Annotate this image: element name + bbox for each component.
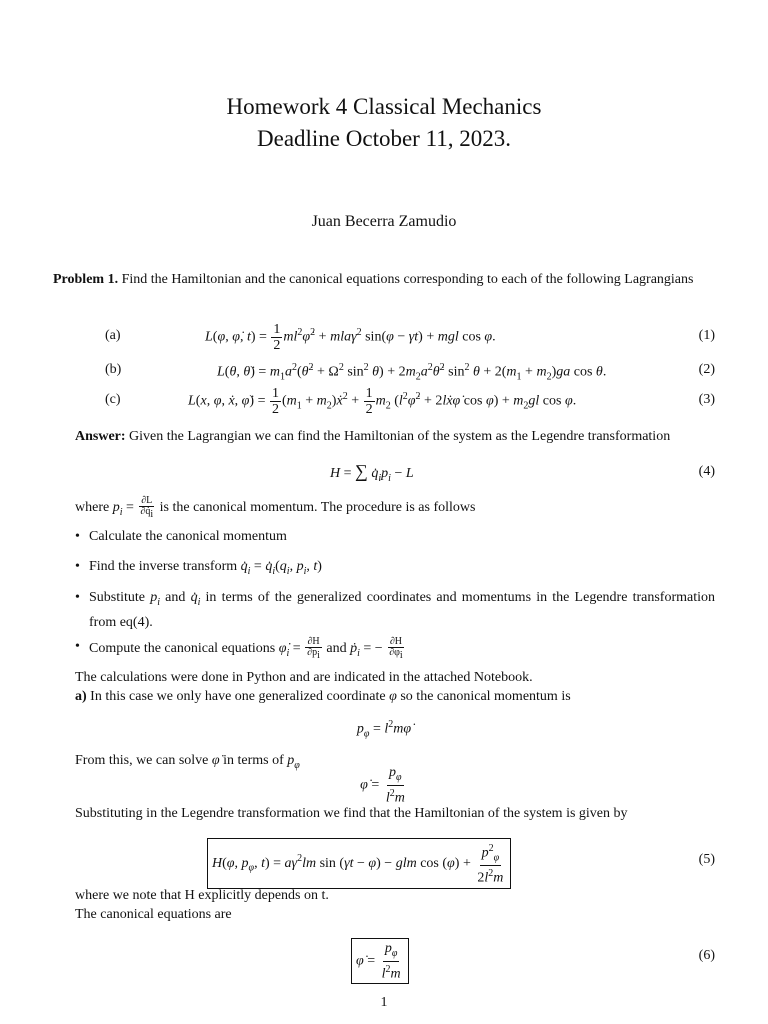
bullet-text: Find the inverse transform $q̇_i$ = $q̇_i(q_i$, $p_i$, t) xyxy=(89,559,322,577)
equation-number: (2) xyxy=(698,362,715,377)
problem-text: Find the Hamiltonian and the canonical equations corresponding to each of the following Lagrangians xyxy=(121,272,694,287)
equation-label: (b) xyxy=(105,362,122,377)
equation-body: H(φ, $p_\varphi$, $t) = a\gamma^2lm$ sin (γt − φ) − glm cos (φ) + $\frac{p^2_\varphi}{2l^2m}$ xyxy=(207,838,511,889)
problem-statement xyxy=(53,270,715,290)
equation-label: (a) xyxy=(105,328,121,343)
substitution-text: Substituting in the Legendre transformation we find that the Hamiltonian of the system is given by xyxy=(75,806,628,821)
t-dependence-note: where we note that H explicitly depends on t. xyxy=(75,888,329,903)
calc-note: The calculations were done in Python and are indicated in the attached Notebook. xyxy=(75,670,533,685)
bullet-icon: • xyxy=(75,590,80,605)
momentum-equation: $p_\varphi$ = $l^2m\varphi̇$ xyxy=(356,719,412,740)
inverse-equation: φ̇ = $\frac{p_\varphi}{l^2m}$ xyxy=(360,765,405,806)
title-line-2: Deadline October 11, 2023. xyxy=(257,126,511,151)
equation-5 xyxy=(0,838,768,887)
equation-number: (5) xyxy=(698,852,715,867)
canonical-text: The canonical equations are xyxy=(75,907,232,922)
equation-1 xyxy=(0,322,768,352)
momentum-definition: where $p_i$ = $\frac{\partial L}{\partial q̇_i}$ is the canonical momentum. The procedure is as follows xyxy=(75,495,476,520)
part-a-text: a) In this case we only have one generalized coordinate φ so the canonical momentum is xyxy=(75,689,571,704)
page-number: 1 xyxy=(380,995,388,1010)
where-text: is the canonical momentum. The procedure is as follows xyxy=(159,500,476,516)
answer-label: Answer: xyxy=(75,429,126,444)
equation-number: (1) xyxy=(698,328,715,343)
equation-label: (c) xyxy=(105,392,121,407)
answer-intro-text: Given the Lagrangian we can find the Hamiltonian of the system as the Legendre transformation xyxy=(129,429,671,444)
bullet-icon: • xyxy=(75,529,80,544)
bullet-text: Substitute $p_i$ and $q̇_i$ in terms of the generalized coordinates and momentums in the Legendre transformation from eq(4). xyxy=(89,590,716,630)
equation-body: φ̇ = $\frac{p_\varphi}{l^2m}$ xyxy=(351,938,409,984)
solve-text: From this, we can solve φ̇ in terms of $p_\varphi$ xyxy=(75,753,300,771)
part-a-label: a) xyxy=(75,689,87,704)
equation-3 xyxy=(0,386,768,416)
bullet-icon: • xyxy=(75,639,80,654)
equation-number: (4) xyxy=(698,464,715,479)
equation-body: L(x, φ, ẋ, φ̇) = $\frac{1}{2}$ ($m_1$ + $m_2)ẋ^2$ + $\frac{1}{2}$ $m_2$ ($l^2\varphi̇^2$ + 2lẋφ̇ $\cos \varphi) + m_2gl$ cos φ. xyxy=(188,386,577,417)
equation-body: L(θ, θ̇) = $m_1a^2(\thetȧ^2 + \Omega^2$ $\sin^2 \theta$) + $2m_2a^2\thetȧ^2$ $\sin^2 \theta + 2(m_1 + m_2)ga$ cos θ. xyxy=(217,362,607,383)
equation-number: (3) xyxy=(698,392,715,407)
bullet-text: Compute the canonical equations $\varphi̇_i$ = $\frac{\partial H}{\partial p_i}$ and ṗ$_i$ = − $\frac{\partial H}{\partial\varphi_i}$ xyxy=(89,636,403,661)
title-line-1: Homework 4 Classical Mechanics xyxy=(226,94,542,119)
equation-2 xyxy=(0,356,768,386)
equation-body: H = ∑ $q̇_ip_i - L$ xyxy=(330,461,414,484)
equation-body: L(φ, φ̇, t) = $\frac{1}{2}$ $ml^2\varphi̇^2 + mla\gamma^2$ sin(φ − γt) + mgl cos φ. xyxy=(205,322,496,353)
equation-6 xyxy=(0,938,768,982)
equation-4 xyxy=(0,458,768,488)
author: Juan Becerra Zamudio xyxy=(311,213,457,230)
equation-number: (6) xyxy=(698,948,715,963)
bullet-text: Calculate the canonical momentum xyxy=(89,529,287,544)
answer-intro xyxy=(75,427,715,447)
bullet-icon: • xyxy=(75,559,80,574)
problem-label: Problem 1. xyxy=(53,272,119,287)
